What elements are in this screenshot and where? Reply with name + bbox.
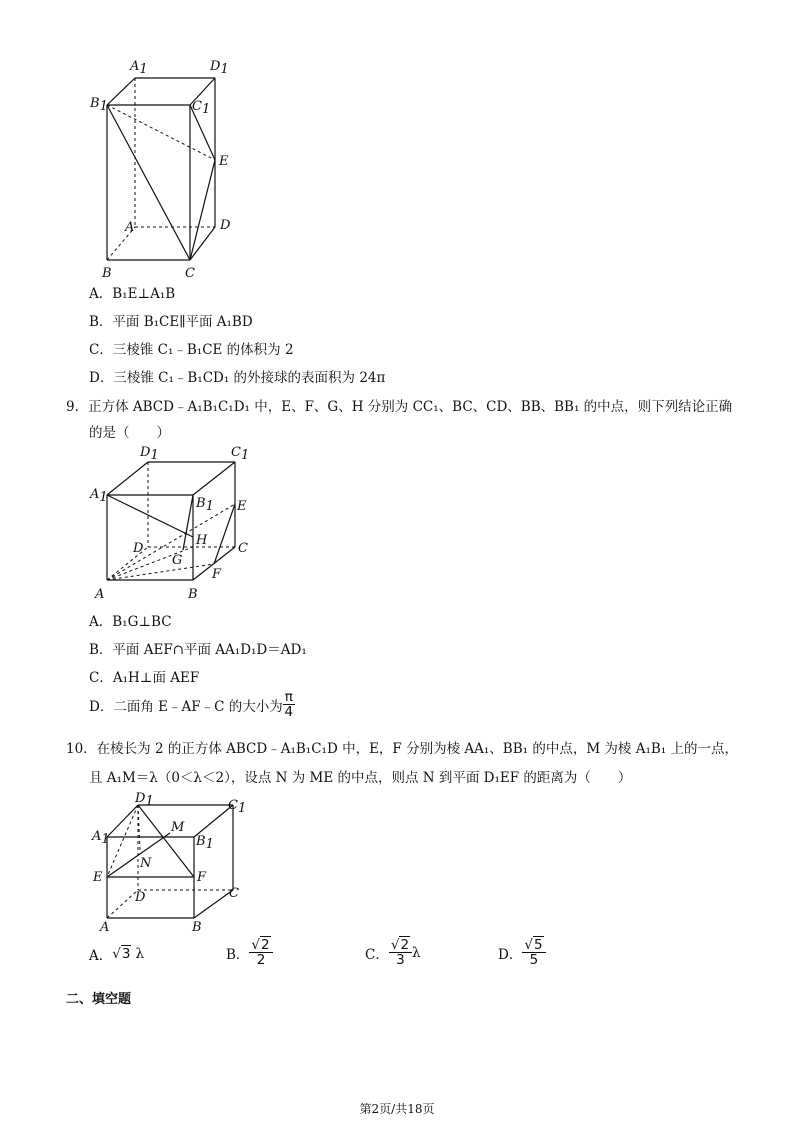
label-B1: B1 bbox=[90, 96, 108, 114]
q10-stem-line1: 10．在棱长为 2 的正方体 ABCD﹣A₁B₁C₁D 中，E，F 分别为棱 AA₁、BB₁ 的中点，M 为棱 A₁B₁ 上的一点， bbox=[66, 741, 739, 757]
label-B1: B1 bbox=[196, 496, 214, 514]
sqrt2-over-3: $\frac{√2}{3}$ bbox=[389, 938, 412, 967]
label-C: C bbox=[229, 886, 239, 901]
label-D1: D1 bbox=[135, 791, 154, 809]
label-A: A bbox=[125, 220, 135, 235]
section-heading-fill-in: 二、填空题 bbox=[66, 992, 132, 1007]
edge-b1g bbox=[183, 495, 193, 550]
label-M: M bbox=[171, 820, 185, 835]
label-C1: C1 bbox=[192, 99, 211, 117]
edge-b1c bbox=[107, 105, 190, 260]
label-D: D bbox=[135, 890, 146, 905]
label-H: H bbox=[196, 533, 208, 548]
label-D1: D1 bbox=[140, 445, 159, 463]
page-footer: 第2页/共18页 bbox=[359, 1102, 435, 1116]
option-label: D． bbox=[498, 946, 523, 963]
label-C: C bbox=[238, 541, 248, 556]
option-label: C． bbox=[365, 946, 389, 963]
q9-stem-line2: 的是（ ） bbox=[89, 425, 170, 441]
label-D: D bbox=[220, 218, 231, 233]
q8-option-b: B．平面 B₁CE∥平面 A₁BD bbox=[89, 314, 253, 330]
label-A1: A1 bbox=[92, 829, 110, 847]
edge-af bbox=[107, 564, 214, 580]
label-E: E bbox=[237, 499, 247, 514]
label-C: C bbox=[185, 266, 195, 280]
label-E: E bbox=[219, 154, 229, 169]
q10-option-a bbox=[89, 944, 144, 964]
q9-option-c: C．A₁H⊥面 AEF bbox=[89, 670, 200, 686]
label-F: F bbox=[197, 870, 207, 885]
q9-option-b: B．平面 AEF∩平面 AA₁D₁D＝AD₁ bbox=[89, 642, 307, 658]
lambda: λ bbox=[412, 944, 421, 961]
label-D1: D1 bbox=[210, 59, 229, 77]
q9-option-d-text: D．二面角 E﹣AF﹣C 的大小为 bbox=[89, 698, 283, 715]
cube-figure-q10 bbox=[85, 790, 265, 935]
edge-b1c1 bbox=[193, 462, 235, 495]
edge-bc bbox=[194, 890, 233, 918]
prism-figure-q8 bbox=[80, 55, 260, 280]
label-A1: A1 bbox=[130, 59, 148, 77]
q8-option-d: D．三棱锥 C₁﹣B₁CD₁ 的外接球的表面积为 24π bbox=[89, 370, 386, 386]
option-label: A． bbox=[89, 948, 113, 964]
q10-option-c bbox=[365, 938, 421, 967]
q8-option-c: C．三棱锥 C₁﹣B₁CE 的体积为 2 bbox=[89, 342, 294, 358]
q9-option-d bbox=[89, 690, 295, 719]
edge-a1h bbox=[107, 495, 193, 537]
label-G: G bbox=[172, 553, 183, 568]
edge-ad bbox=[107, 890, 138, 918]
label-C1: C1 bbox=[231, 445, 250, 463]
label-N: N bbox=[140, 856, 152, 871]
edge-a1d1 bbox=[107, 805, 138, 837]
q10-option-b bbox=[226, 938, 273, 967]
sqrt-3: √3 bbox=[112, 946, 131, 962]
label-F: F bbox=[212, 567, 222, 582]
label-D: D bbox=[133, 541, 144, 556]
edge-a1d1 bbox=[107, 462, 148, 495]
option-label: B． bbox=[226, 946, 250, 963]
q10-option-d bbox=[498, 938, 546, 967]
q8-option-a: A．B₁E⊥A₁B bbox=[89, 286, 176, 302]
q9-option-a: A．B₁G⊥BC bbox=[89, 614, 172, 630]
label-B: B bbox=[102, 266, 112, 280]
label-E: E bbox=[93, 870, 103, 885]
pi-over-4-fraction: $\frac{\pi}{4}$ bbox=[284, 689, 294, 721]
edge-b1a1 bbox=[107, 78, 135, 105]
label-B1: B1 bbox=[196, 834, 214, 852]
sqrt2-over-2: $\frac{√2}{2}$ bbox=[249, 938, 272, 967]
label-B: B bbox=[188, 587, 198, 602]
label-A: A bbox=[95, 587, 105, 602]
lambda: λ bbox=[135, 946, 145, 962]
label-B: B bbox=[192, 920, 202, 935]
label-A: A bbox=[100, 920, 110, 935]
label-A1: A1 bbox=[90, 487, 108, 505]
q9-stem-line1: 9．正方体 ABCD﹣A₁B₁C₁D₁ 中，E、F、G、H 分别为 CC₁、BC、CD、BB、BB₁ 的中点，则下列结论正确 bbox=[66, 399, 733, 415]
cube-figure-q9 bbox=[85, 440, 265, 605]
q10-stem-line2: 且 A₁M＝λ（0＜λ＜2），设点 N 为 ME 的中点，则点 N 到平面 D₁EF 的距离为（ ） bbox=[89, 770, 632, 786]
edge-ce bbox=[190, 160, 215, 260]
sqrt5-over-5: $\frac{√5}{5}$ bbox=[522, 938, 545, 967]
label-C1: C1 bbox=[228, 798, 247, 816]
